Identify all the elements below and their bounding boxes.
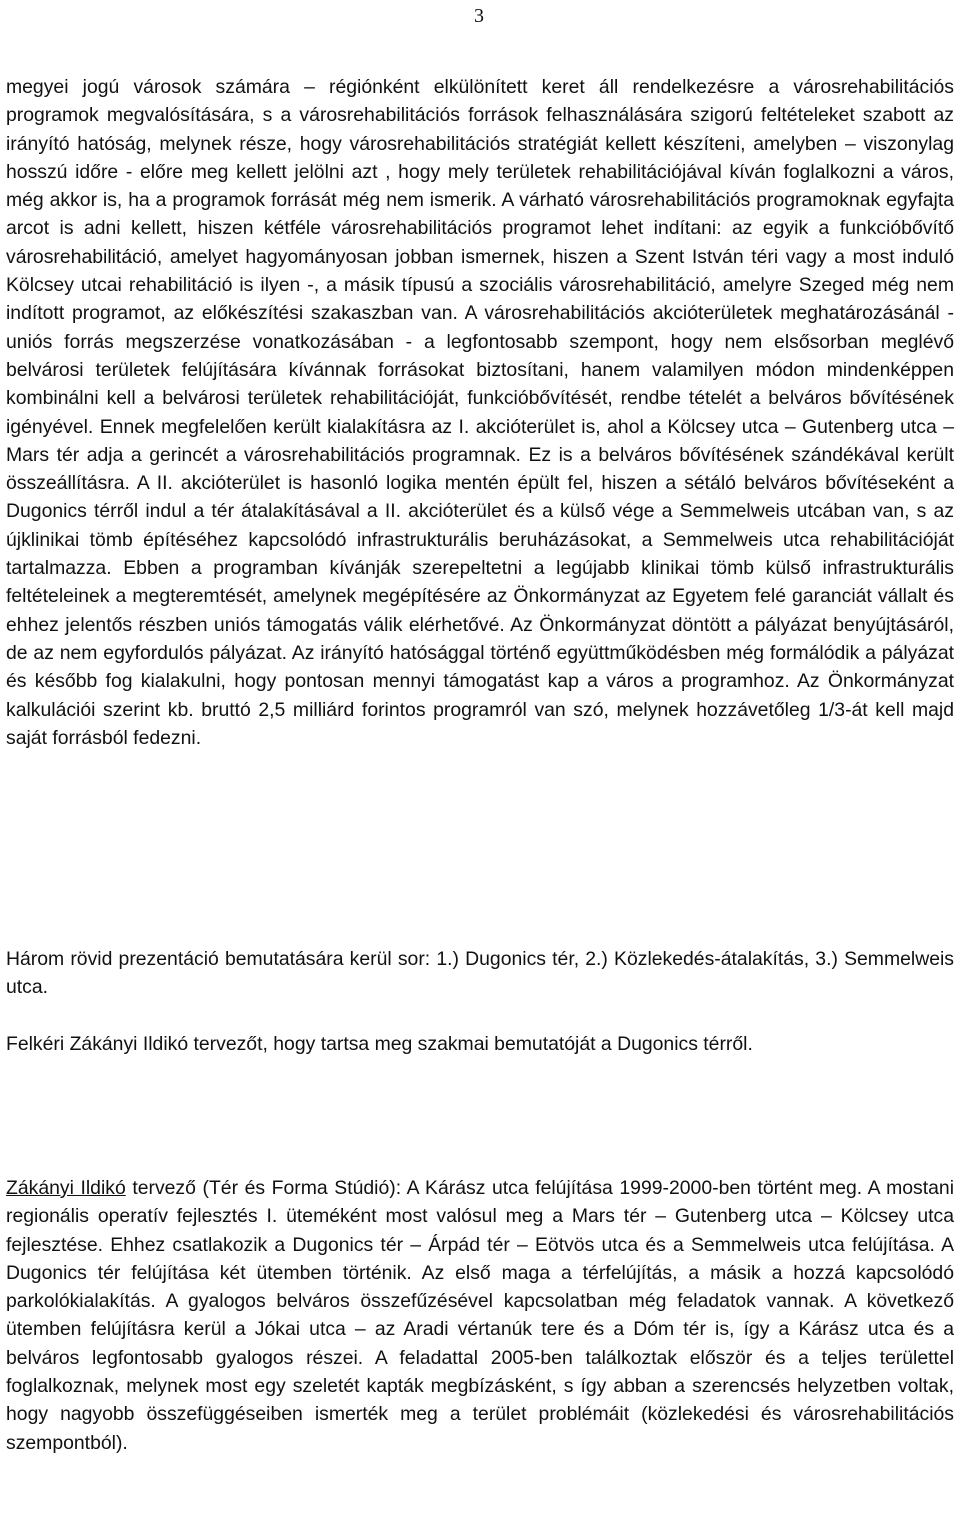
paragraph-presentations: Három rövid prezentáció bemutatására kerül sor: 1.) Dugonics tér, 2.) Közlekedés-átalakítás, 3.) Semmelweis utca.: [6, 948, 954, 999]
speaker-name: Zákányi Ildikó: [6, 1177, 126, 1199]
paragraph-speaker-statement: [6, 1174, 954, 1457]
page-number: 3: [474, 5, 484, 27]
paragraph-invitation: Felkéri Zákányi Ildikó tervezőt, hogy tartsa meg szakmai bemutatóját a Dugonics térről.: [6, 1033, 753, 1055]
paragraph-urban-rehabilitation: megyei jogú városok számára – régiónként elkülönített keret áll rendelkezésre a városrehabilitációs programok megvalósítására, s a városrehabilitációs források felhasználására szigorú feltételeket szabott az irányító hatóság, melynek része, hogy városrehabilitációs stratégiát kellett készíteni, amelyben – viszonylag hosszú időre - előre meg kellett jelölni azt , hogy mely területek rehabilitációjával kíván foglalkozni a város, még akkor is, ha a programok forrását még nem ismerik. A várható városrehabilitációs programoknak egyfajta arcot is adni kellett, hiszen kétféle városrehabilitációs programot lehet indítani: az egyik a funkcióbővítő városrehabilitáció, amelyet hagyományosan jobban ismernek, hiszen a Szent István téri vagy a most induló Kölcsey utcai rehabilitáció is ilyen -, a másik típusú a szociális városrehabilitáció, amelyre Szeged még nem indított programot, az előkészítési szakaszban van. A városrehabilitációs akcióterületek meghatározásánál - uniós forrás megszerzése vonatkozásában - a legfontosabb szempont, hogy nem elsősorban meglévő belvárosi területek felújítására kívánnak forrásokat biztosítani, hanem valamilyen módon mindenképpen kombinálni kell a belvárosi területek rehabilitációját, funkcióbővítését, rendbe tételét a belváros bővítésének igényével. Ennek megfelelően került kialakításra az I. akcióterület is, ahol a Kölcsey utca – Gutenberg utca – Mars tér adja a gerincét a városrehabilitációs programnak. Ez is a belváros bővítésének szándékával került összeállításra. A II. akcióterület is hasonló logika mentén épült fel, hiszen a sétáló belváros bővítéseként a Dugonics térről indul a tér átalakításával a II. akcióterület és a külső vége a Semmelweis utcában van, s az újklinikai tömb építéséhez kapcsolódó infrastrukturális beruházásokat, a Semmelweis utca rehabilitációját tartalmazza. Ebben a programban kívánják szerepeltetni a legújabb klinikai tömb külső infrastrukturális feltételeinek a megteremtését, amelynek megépítésére az Önkormányzat az Egyetem felé garanciát vállalt és ehhez jelentős részben uniós támogatás válik elérhetővé. Az Önkormányzat döntött a pályázat benyújtásáról, de az nem egyfordulós pályázat. Az irányító hatósággal történő együttműködésben még formálódik a pályázat és később fog kialakulni, hogy pontosan mennyi támogatást kap a város a programhoz. Az Önkormányzat kalkulációi szerint kb. bruttó 2,5 milliárd forintos programról van szó, melynek hozzávetőleg 1/3-át kell majd saját forrásból fedezni.: [6, 76, 954, 749]
speaker-text: tervező (Tér és Forma Stúdió): A Kárász utca felújítása 1999-2000-ben történt meg. A mostani regionális operatív fejlesztés I. üteméként most valósul meg a Mars tér – Gutenberg utca – Kölcsey utca fejlesztése. Ehhez csatlakozik a Dugonics tér – Árpád tér – Eötvös utca és a Semmelweis utca felújítása. A Dugonics tér felújítása két ütemben történik. Az első maga a térfelújítás, a másik a hozzá kapcsolódó parkolókialakítás. A gyalogos belváros összefűzésével kapcsolatban még feladatok vannak. A következő ütemben felújításra kerül a Jókai utca – az Aradi vértanúk tere és a Dóm tér is, így a Kárász utca és a belváros legfontosabb gyalogos részei. A feladattal 2005-ben találkoztak először és a teljes területtel foglalkoznak, melynek most egy szeletét kapták megbízásként, s így abban a szerencsés helyzetben voltak, hogy nagyobb összefüggéseiben ismerték meg a terület problémáit (közlekedési és városrehabilitációs szempontból).: [6, 1177, 954, 1454]
